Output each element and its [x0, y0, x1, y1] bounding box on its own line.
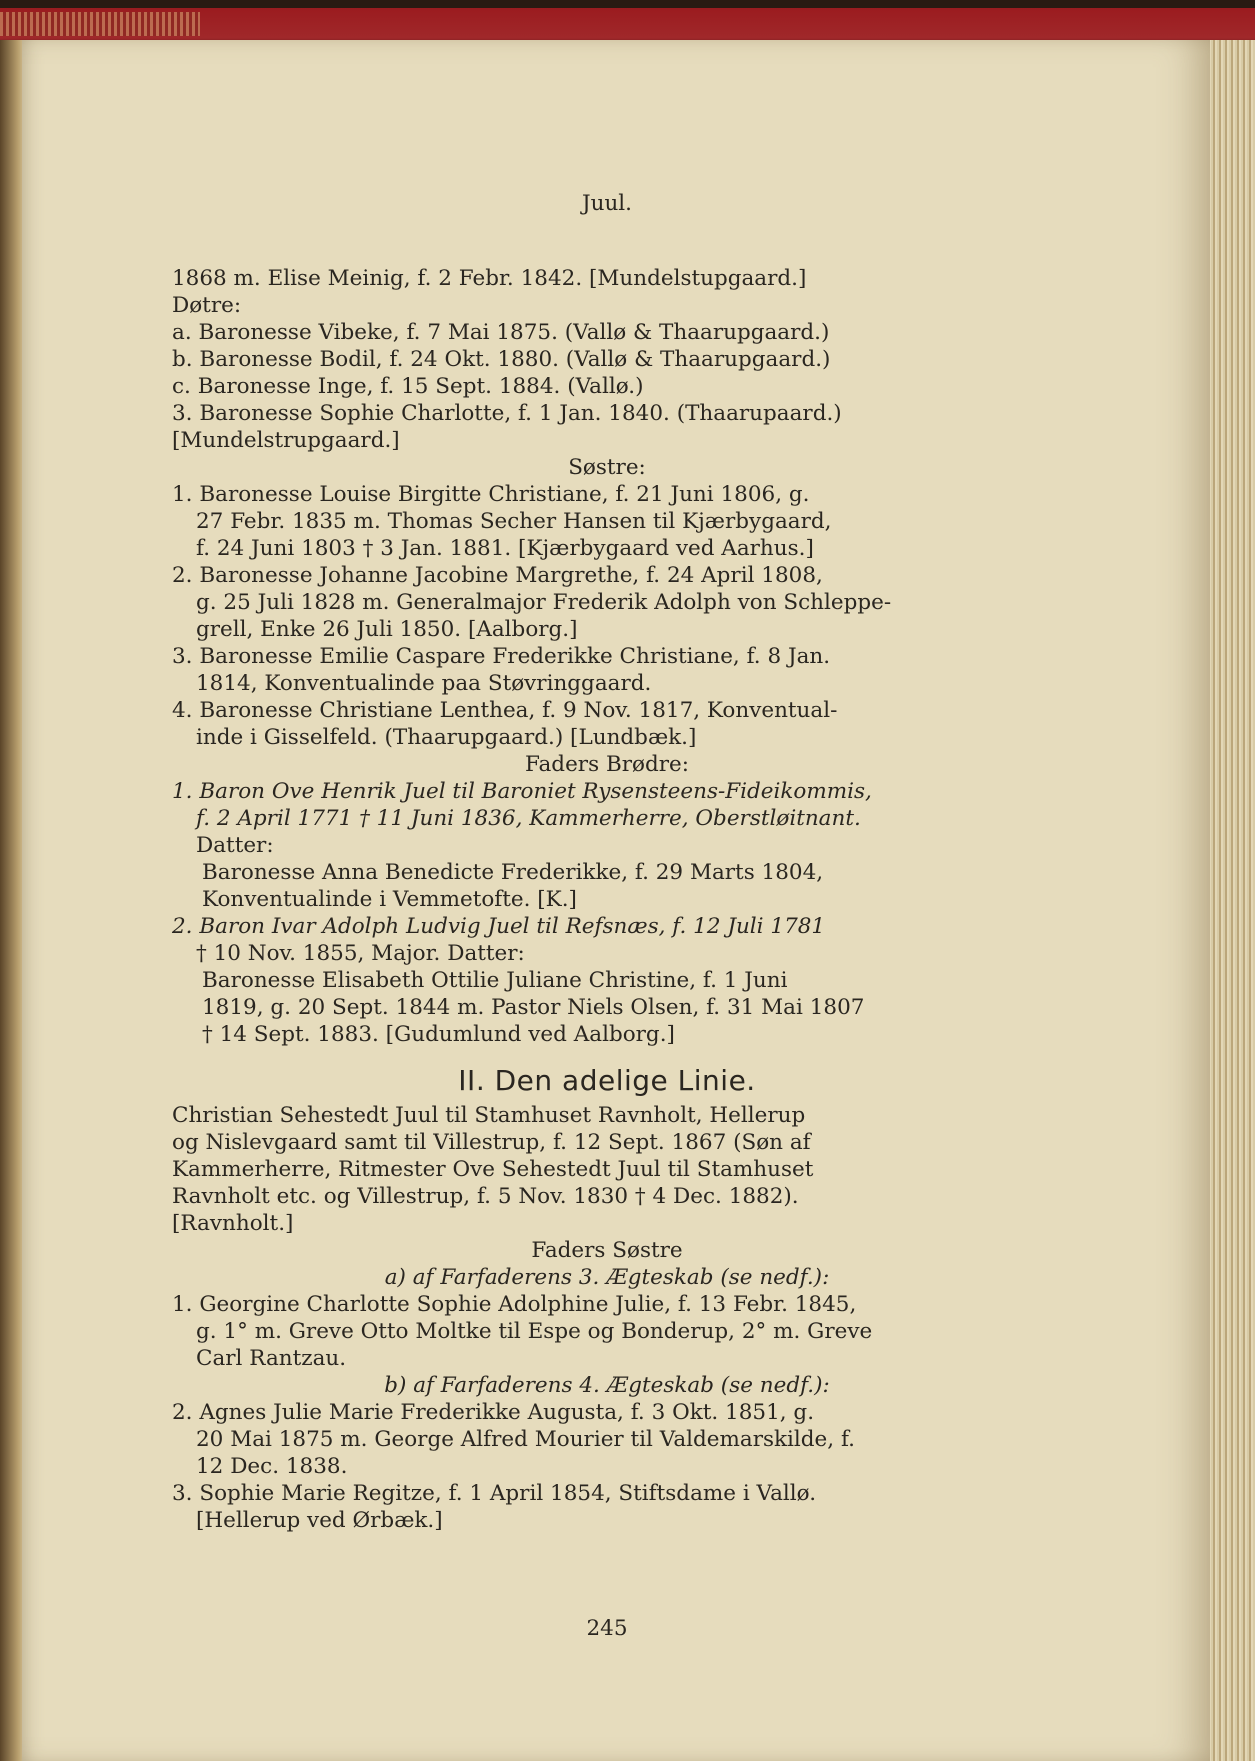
text-line: 1868 m. Elise Meinig, f. 2 Febr. 1842. [Mundelstupgaard.]: [172, 266, 807, 291]
running-header: Juul.: [581, 191, 633, 216]
text-line: 3. Sophie Marie Regitze, f. 1 April 1854, Stiftsdame i Vallø.: [172, 1481, 817, 1506]
text-line: † 10 Nov. 1855, Major. Datter:: [196, 941, 525, 966]
book-page: [22, 40, 1210, 1761]
italic-line: a) af Farfaderens 3. Ægteskab (se nedf.):: [384, 1265, 830, 1290]
text-line: 3. Baronesse Emilie Caspare Frederikke Christiane, f. 8 Jan.: [172, 644, 831, 669]
text-line: Carl Rantzau.: [196, 1346, 347, 1371]
text-line: [172, 778, 872, 805]
italic-line: 1. Baron Ove Henrik Juel til Baroniet Rysensteens-Fideikommis,: [172, 779, 872, 804]
text-line: 27 Febr. 1835 m. Thomas Secher Hansen til Kjærbygaard,: [196, 509, 832, 534]
text-line: Baronesse Anna Benedicte Frederikke, f. 29 Marts 1804,: [202, 860, 824, 885]
section-heading: Faders Søstre: [531, 1238, 683, 1263]
text-line: Ravnholt etc. og Villestrup, f. 5 Nov. 1830 † 4 Dec. 1882).: [172, 1184, 799, 1209]
text-line: † 14 Sept. 1883. [Gudumlund ved Aalborg.]: [202, 1022, 675, 1047]
section-heading: [172, 1372, 1042, 1399]
italic-line: 2. Baron Ivar Adolph Ludvig Juel til Refsnæs, f. 12 Juli 1781: [172, 914, 826, 939]
text-line: 1814, Konventualinde paa Støvringgaard.: [196, 671, 652, 696]
section-heading: Søstre:: [568, 455, 646, 480]
chapter-heading: II. Den adelige Linie.: [458, 1064, 756, 1097]
text-line: g. 1° m. Greve Otto Moltke til Espe og Bonderup, 2° m. Greve: [196, 1319, 873, 1344]
text-line: [196, 805, 861, 832]
text-line: f. 24 Juni 1803 † 3 Jan. 1881. [Kjærbygaard ved Aarhus.]: [196, 536, 814, 561]
text-line: 12 Dec. 1838.: [196, 1454, 348, 1479]
text-line: b. Baronesse Bodil, f. 24 Okt. 1880. (Vallø & Thaarupgaard.): [172, 347, 831, 372]
text-line: g. 25 Juli 1828 m. Generalmajor Frederik Adolph von Schleppe-: [196, 590, 892, 615]
text-line: 2. Agnes Julie Marie Frederikke Augusta, f. 3 Okt. 1851, g.: [172, 1400, 815, 1425]
italic-line: b) af Farfaderens 4. Ægteskab (se nedf.):: [384, 1373, 830, 1398]
text-line: c. Baronesse Inge, f. 15 Sept. 1884. (Vallø.): [172, 374, 644, 399]
text-line: 1. Georgine Charlotte Sophie Adolphine Julie, f. 13 Febr. 1845,: [172, 1292, 857, 1317]
text-line: Døtre:: [172, 293, 242, 318]
page-number: 245: [586, 1616, 628, 1641]
text-line: 20 Mai 1875 m. George Alfred Mourier til Valdemarskilde, f.: [196, 1427, 855, 1452]
text-line: Datter:: [196, 833, 274, 858]
text-line: 3. Baronesse Sophie Charlotte, f. 1 Jan. 1840. (Thaarupaard.): [172, 401, 842, 426]
text-line: 4. Baronesse Christiane Lenthea, f. 9 Nov. 1817, Konventual-: [172, 698, 838, 723]
text-line: Christian Sehestedt Juul til Stamhuset Ravnholt, Hellerup: [172, 1103, 806, 1128]
italic-line: f. 2 April 1771 † 11 Juni 1836, Kammerherre, Oberstløitnant.: [196, 806, 861, 831]
text-line: a. Baronesse Vibeke, f. 7 Mai 1875. (Vallø & Thaarupgaard.): [172, 320, 830, 345]
text-line: og Nislevgaard samt til Villestrup, f. 12 Sept. 1867 (Søn af: [172, 1130, 811, 1155]
text-line: 1. Baronesse Louise Birgitte Christiane, f. 21 Juni 1806, g.: [172, 482, 810, 507]
text-line: grell, Enke 26 Juli 1850. [Aalborg.]: [196, 617, 578, 642]
text-line: [Mundelstrupgaard.]: [172, 428, 400, 453]
headband-decoration: [0, 12, 200, 36]
section-heading: [172, 1264, 1042, 1291]
text-line: [Hellerup ved Ørbæk.]: [196, 1508, 443, 1533]
text-line: Kammerherre, Ritmester Ove Sehestedt Juul til Stamhuset: [172, 1157, 814, 1182]
text-line: inde i Gisselfeld. (Thaarupgaard.) [Lundbæk.]: [196, 725, 697, 750]
text-line: [Ravnholt.]: [172, 1211, 294, 1236]
text-line: [172, 913, 825, 940]
text-line: 2. Baronesse Johanne Jacobine Margrethe, f. 24 April 1808,: [172, 563, 823, 588]
text-line: Konventualinde i Vemmetofte. [K.]: [202, 887, 577, 912]
text-line: 1819, g. 20 Sept. 1844 m. Pastor Niels Olsen, f. 31 Mai 1807: [202, 995, 865, 1020]
section-heading: Faders Brødre:: [525, 752, 689, 777]
page-stack-edge: [1205, 40, 1255, 1761]
text-line: Baronesse Elisabeth Ottilie Juliane Christine, f. 1 Juni: [202, 968, 788, 993]
